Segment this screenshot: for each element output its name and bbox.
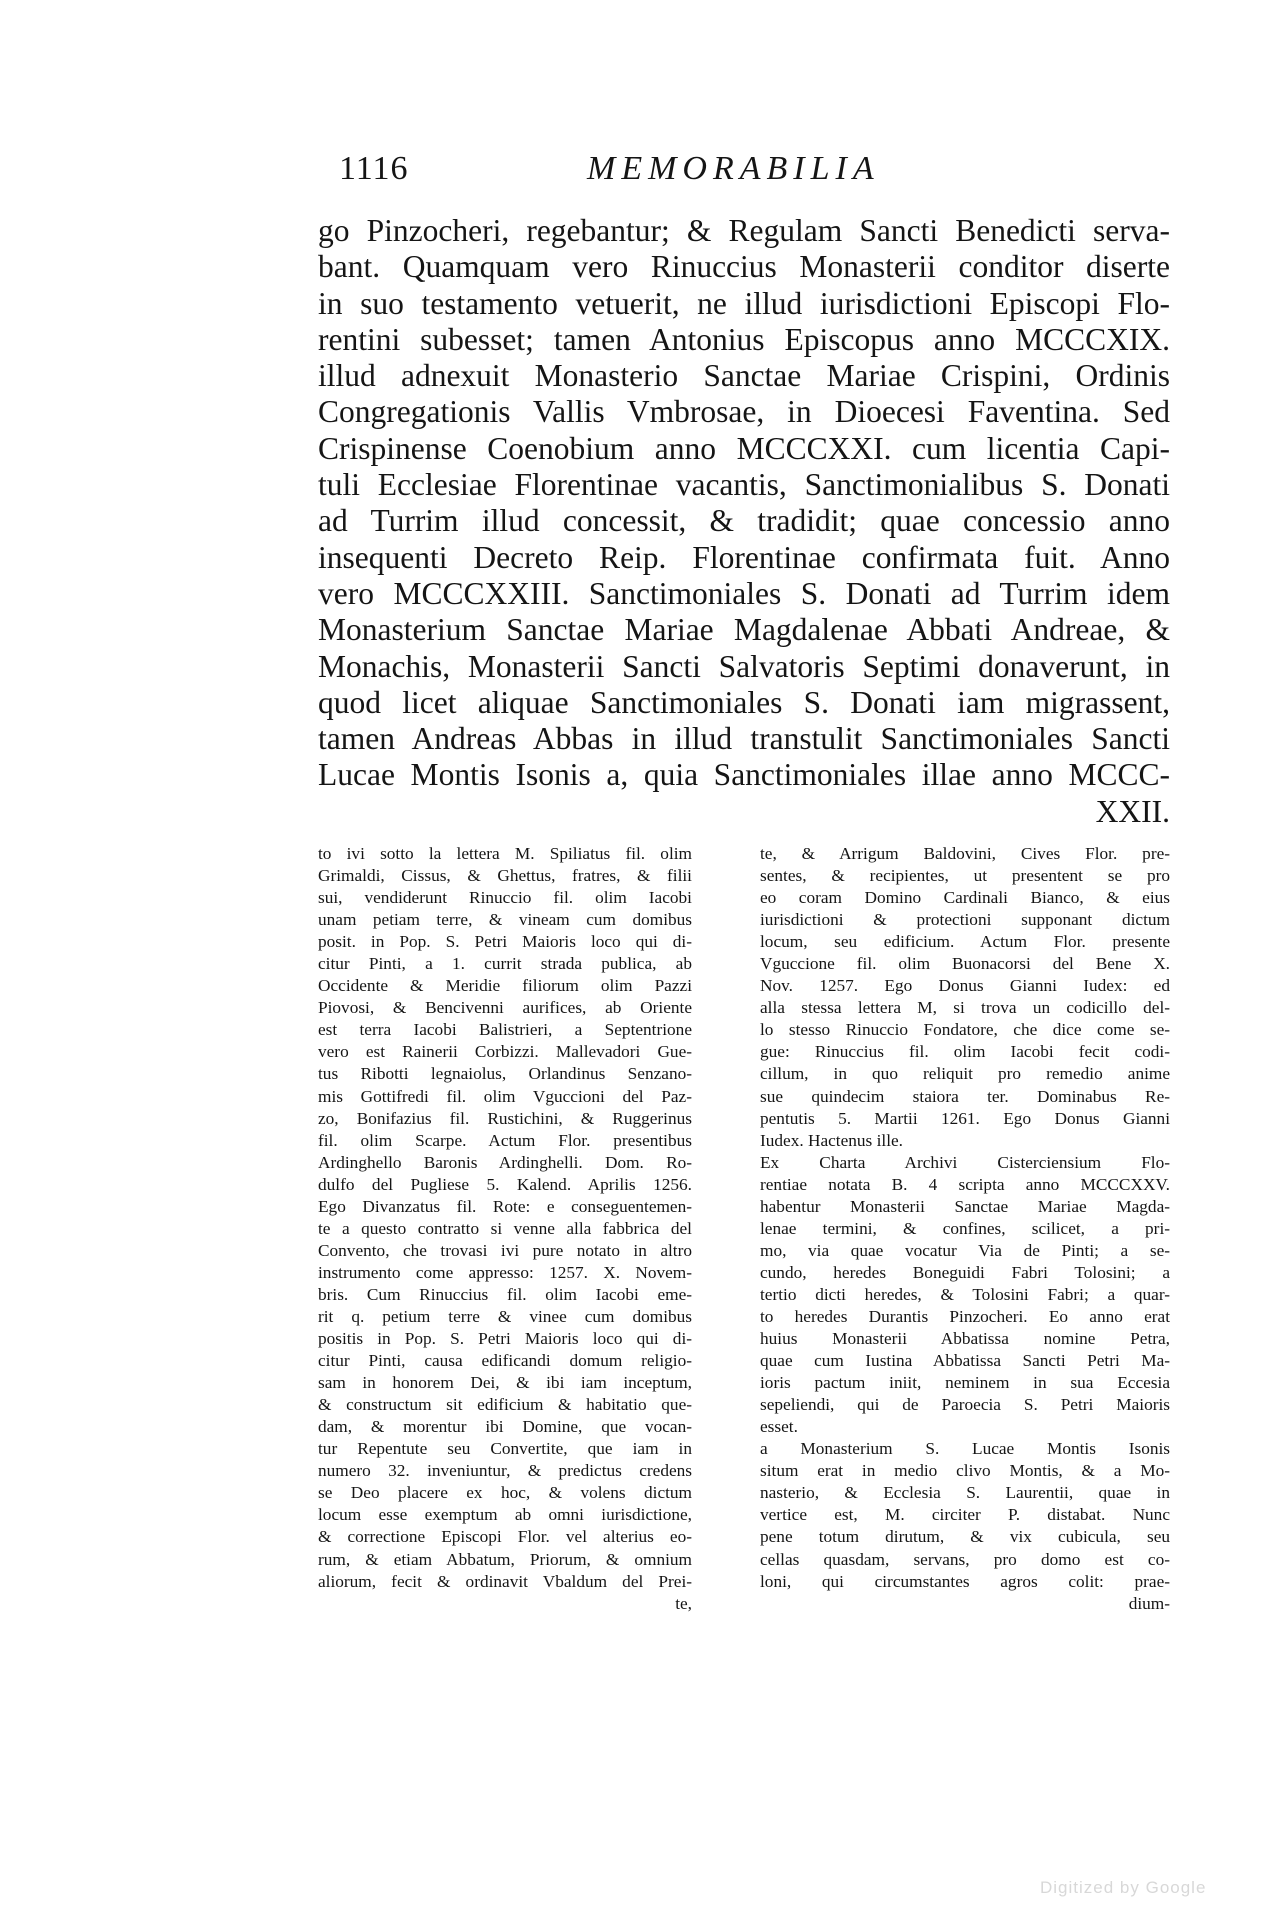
footnote-line: citur Pinti, a 1. currit strada publica, ab (318, 954, 692, 974)
main-text-line: ad Turrim illud concessit, & tradidit; quae concessio anno (318, 503, 1170, 539)
footnote-line: quae cum Iustina Abbatissa Sancti Petri Ma- (760, 1351, 1170, 1371)
footnote-column-left (318, 843, 692, 1615)
footnote-line: to heredes Durantis Pinzocheri. Eo anno erat (760, 1306, 1170, 1326)
footnote-line: mo, via quae vocatur Via de Pinti; a se- (760, 1240, 1170, 1260)
footnote-line: sepeliendi, qui de Paroecia S. Petri Maioris (760, 1395, 1170, 1415)
footnote-line: Ex Charta Archivi Cisterciensium Flo- (760, 1152, 1170, 1172)
footnote-line: sentes, & recipientes, ut presentent se pro (760, 866, 1170, 886)
main-text-line: quod licet aliquae Sanctimoniales S. Donati iam migrassent, (318, 684, 1170, 720)
footnote-line: dam, & morentur ibi Domine, que vocan- (318, 1417, 692, 1437)
footnote-line: Ego Divanzatus fil. Rote: e conseguentemen- (318, 1196, 692, 1216)
footnote-line: locum esse exemptum ab omni iurisdictione, (318, 1505, 692, 1525)
footnote-line: cundo, heredes Boneguidi Fabri Tolosini; a (760, 1262, 1170, 1282)
footnote-line: nasterio, & Ecclesia S. Laurentii, quae in (760, 1483, 1170, 1503)
footnote-line: a Monasterium S. Lucae Montis Isonis (760, 1439, 1170, 1459)
footnote-line: cellas quasdam, servans, pro domo est co- (760, 1549, 1170, 1569)
footnote-line: sam in honorem Dei, & ibi iam inceptum, (318, 1373, 692, 1393)
footnote-line: unam petiam terre, & vineam cum domibus (318, 910, 692, 930)
footnote-line: posit. in Pop. S. Petri Maioris loco qui di- (318, 932, 692, 952)
footnote-line: rit q. petium terre & vinee cum domibus (318, 1306, 692, 1326)
footnote-line: vertice est, M. circiter P. distabat. Nunc (760, 1505, 1170, 1525)
footnote-line: aliorum, fecit & ordinavit Vbaldum del Prei- (318, 1571, 692, 1591)
page-number: 1116 (339, 150, 409, 187)
footnote-line: tur Repentute seu Convertite, que iam in (318, 1439, 692, 1459)
footnote-line: sue quindecim staiora ter. Dominabus Re- (760, 1086, 1170, 1106)
footnote-line: mis Gottifredi fil. olim Vguccioni del Paz- (318, 1086, 692, 1106)
footnote-line: citur Pinti, causa edificandi domum religio- (318, 1351, 692, 1371)
footnote-line: lenae termini, & confines, scilicet, a pri- (760, 1218, 1170, 1238)
footnote-line: lo stesso Rinuccio Fondatore, che dice come se- (760, 1020, 1170, 1040)
footnote-line: fil. olim Scarpe. Actum Flor. presentibus (318, 1130, 692, 1150)
main-text-line: Lucae Montis Isonis a, quia Sanctimoniales illae anno MCCC- (318, 757, 1170, 793)
footnote-line: rentiae notata B. 4 scripta anno MCCCXXV. (760, 1174, 1170, 1194)
footnote-line: tertio dicti heredes, & Tolosini Fabri; a quar- (760, 1284, 1170, 1304)
footnote-line: alla stessa lettera M, si trova un codicillo del- (760, 998, 1170, 1018)
footnote-column-right (760, 843, 1170, 1615)
main-text-line: tuli Ecclesiae Florentinae vacantis, Sanctimonialibus S. Donati (318, 467, 1170, 503)
footnote-line: vero est Rainerii Corbizzi. Mallevadori Gue- (318, 1042, 692, 1062)
footnote-line: Convento, che trovasi ivi pure notato in altro (318, 1240, 692, 1260)
footnote-line: cillum, in quo reliquit pro remedio anime (760, 1064, 1170, 1084)
footnote-line: & constructum sit edificium & habitatio que- (318, 1395, 692, 1415)
footnote-line: positis in Pop. S. Petri Maioris loco qui di- (318, 1329, 692, 1349)
footnote-line: ioris pactum iniit, neminem in sua Eccesia (760, 1373, 1170, 1393)
footnote-line: zo, Bonifazius fil. Rustichini, & Ruggerinus (318, 1108, 692, 1128)
main-text-block (318, 213, 1170, 830)
footnote-line: se Deo placere ex hoc, & volens dictum (318, 1483, 692, 1503)
main-text-line: Crispinense Coenobium anno MCCCXXI. cum licentia Capi- (318, 430, 1170, 466)
main-text-line: Congregationis Vallis Vmbrosae, in Dioecesi Faventina. Sed (318, 394, 1170, 430)
main-text-line: rentini subesset; tamen Antonius Episcopus anno MCCCXIX. (318, 321, 1170, 357)
footnote-line: to ivi sotto la lettera M. Spiliatus fil. olim (318, 844, 692, 863)
footnote-line: Nov. 1257. Ego Donus Gianni Iudex: ed (760, 976, 1170, 996)
footnote-line: te a questo contratto si venne alla fabbrica del (318, 1218, 692, 1238)
footnote-line: dulfo del Pugliese 5. Kalend. Aprilis 1256. (318, 1174, 692, 1194)
footnote-line: pentutis 5. Martii 1261. Ego Donus Gianni (760, 1108, 1170, 1128)
footnote-line: & correctione Episcopi Flor. vel alterius eo- (318, 1527, 692, 1547)
footnote-line: est terra Iacobi Balistrieri, a Septentrione (318, 1020, 692, 1040)
footnote-line: instrumento come appresso: 1257. X. Novem- (318, 1262, 692, 1282)
footnote-line: situm erat in medio clivo Montis, & a Mo- (760, 1461, 1170, 1481)
main-text-line: illud adnexuit Monasterio Sanctae Mariae Crispini, Ordinis (318, 358, 1170, 394)
main-text-line: Monachis, Monasterii Sancti Salvatoris Septimi donaverunt, in (318, 648, 1170, 684)
footnote-line: eo coram Domino Cardinali Bianco, & eius (760, 888, 1170, 908)
footnote-line: te, & Arrigum Baldovini, Cives Flor. pre- (760, 844, 1170, 863)
footnote-line: sui, vendiderunt Rinuccio fil. olim Iacobi (318, 888, 692, 908)
footnote-line: bris. Cum Rinuccius fil. olim Iacobi eme- (318, 1284, 692, 1304)
main-text-line: go Pinzocheri, regebantur; & Regulam Sancti Benedicti serva- (318, 213, 1170, 248)
footnote-line: Iudex. Hactenus ille. (760, 1130, 904, 1150)
footnote-line: gue: Rinuccius fil. olim Iacobi fecit codi- (760, 1042, 1170, 1062)
footnote-line: Ardinghello Baronis Ardinghelli. Dom. Ro- (318, 1152, 692, 1172)
main-text-line: bant. Quamquam vero Rinuccius Monasterii conditor diserte (318, 249, 1170, 285)
footnote-line: esset. (760, 1417, 798, 1437)
page-header (339, 150, 959, 196)
footnote-line: dium- (1128, 1593, 1170, 1613)
main-text-line: vero MCCCXXIII. Sanctimoniales S. Donati ad Turrim idem (318, 575, 1170, 611)
main-text-line: in suo testamento vetuerit, ne illud iurisdictioni Episcopi Flo- (318, 285, 1170, 321)
main-text-line: XXII. (1095, 793, 1170, 829)
footnote-line: Vguccione fil. olim Buonacorsi del Bene X. (760, 954, 1170, 974)
footnote-line: habentur Monasterii Sanctae Mariae Magda- (760, 1196, 1170, 1216)
footnote-line: rum, & etiam Abbatum, Priorum, & omnium (318, 1549, 692, 1569)
running-title: MEMORABILIA (587, 150, 880, 187)
footnote-line: pene totum dirutum, & vix cubicula, seu (760, 1527, 1170, 1547)
watermark: Digitized by Google (1040, 1878, 1207, 1897)
footnote-line: Occidente & Meridie filiorum olim Pazzi (318, 976, 692, 996)
footnote-line: numero 32. inveniuntur, & predictus credens (318, 1461, 692, 1481)
footnote-line: iurisdictioni & protectioni supponant dictum (760, 910, 1170, 930)
main-text-line: Monasterium Sanctae Mariae Magdalenae Abbati Andreae, & (318, 612, 1170, 648)
footnote-line: tus Ribotti legnaiolus, Orlandinus Senzano- (318, 1064, 692, 1084)
footnote-line: huius Monasterii Abbatissa nomine Petra, (760, 1329, 1170, 1349)
footnote-line: loni, qui circumstantes agros colit: prae- (760, 1571, 1170, 1591)
main-text-line: insequenti Decreto Reip. Florentinae confirmata fuit. Anno (318, 539, 1170, 575)
main-text-line: tamen Andreas Abbas in illud transtulit Sanctimoniales Sancti (318, 721, 1170, 757)
footnote-line: te, (675, 1593, 692, 1613)
footnote-line: Grimaldi, Cissus, & Ghettus, fratres, & filii (318, 866, 692, 886)
footnote-line: locum, seu edificium. Actum Flor. presente (760, 932, 1170, 952)
footnote-line: Piovosi, & Bencivenni aurifices, ab Oriente (318, 998, 692, 1018)
